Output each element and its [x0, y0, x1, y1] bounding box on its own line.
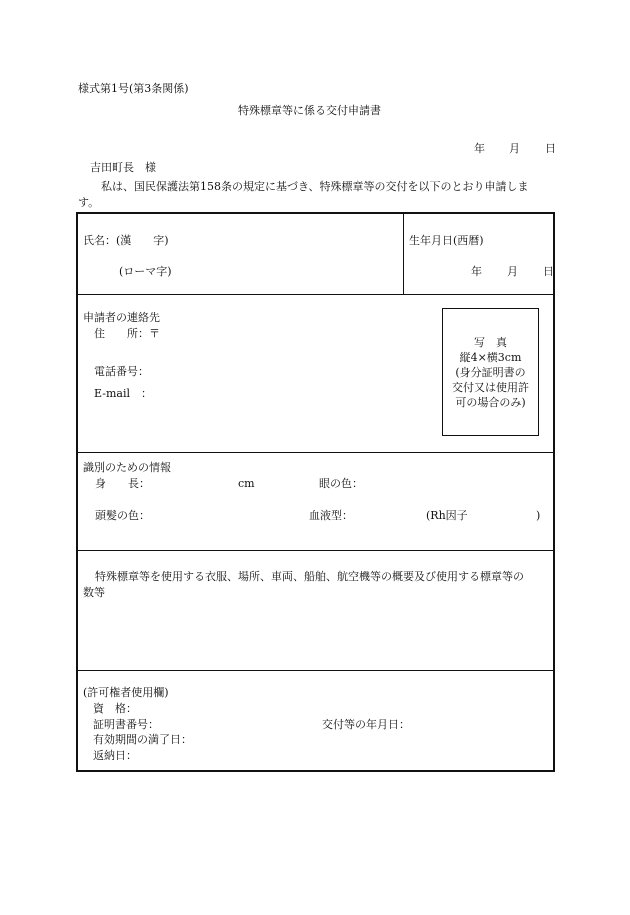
- column-divider: [403, 214, 404, 294]
- contact-heading: 申請者の連絡先: [83, 311, 160, 324]
- rh-factor-open: (Rh因子: [426, 509, 468, 522]
- usage-description-line1: 特殊標章等を使用する衣服、場所、車両、船舶、航空機等の概要及び使用する標章等の: [95, 570, 524, 583]
- date-day-label: 日: [545, 142, 556, 155]
- height-unit: cm: [238, 477, 255, 490]
- rh-factor-close: ): [536, 509, 541, 522]
- dob-year-label: 年: [471, 265, 482, 278]
- issue-date-label: 交付等の年月日：: [322, 718, 410, 731]
- dob-label: 生年月日(西暦): [409, 234, 484, 247]
- ident-heading: 識別のための情報: [83, 461, 171, 474]
- row-divider: [78, 550, 553, 551]
- eye-color-label: 眼の色：: [319, 477, 363, 490]
- row-divider: [78, 294, 553, 295]
- intro-text-line1: 私は、国民保護法第158条の規定に基づき、特殊標章等の交付を以下のとおり申請しま: [101, 180, 529, 193]
- phone-label: 電話番号：: [94, 365, 149, 378]
- photo-box: [442, 308, 539, 436]
- admin-heading: (許可権者使用欄): [83, 686, 169, 699]
- certificate-number-label: 証明書番号：: [93, 718, 159, 731]
- email-label: E-mail ：: [94, 387, 152, 400]
- page-title: 特殊標章等に係る交付申請書: [238, 104, 381, 117]
- qualification-label: 資 格：: [93, 702, 137, 715]
- dob-day-label: 日: [543, 265, 554, 278]
- row-divider: [78, 670, 553, 671]
- name-kanji-label: 氏名：(漢 字): [83, 234, 169, 247]
- application-form: [76, 212, 555, 772]
- photo-title: 写 真: [474, 336, 507, 349]
- form-number: 様式第1号(第3条関係): [78, 82, 189, 95]
- expiry-date-label: 有効期間の満了日：: [93, 733, 192, 746]
- addressee: 吉田町長 様: [90, 161, 156, 174]
- date-month-label: 月: [509, 142, 520, 155]
- height-label: 身 長：: [95, 477, 150, 490]
- date-year-label: 年: [474, 142, 485, 155]
- photo-size: 縦4×横3cm: [459, 351, 522, 364]
- return-date-label: 返納日：: [93, 749, 137, 762]
- address-label: 住 所：〒: [94, 327, 160, 340]
- photo-note-line2: 交付又は使用許: [452, 381, 529, 394]
- name-roman-label: (ローマ字): [119, 265, 172, 278]
- hair-color-label: 頭髪の色：: [95, 509, 150, 522]
- dob-month-label: 月: [507, 265, 518, 278]
- intro-text-line2: す。: [78, 196, 100, 209]
- usage-description-line2: 数等: [83, 586, 105, 599]
- row-divider: [78, 452, 553, 453]
- photo-note-line3: 可の場合のみ): [455, 396, 526, 409]
- blood-type-label: 血液型：: [309, 509, 353, 522]
- photo-note-line1: (身分証明書の: [455, 366, 526, 379]
